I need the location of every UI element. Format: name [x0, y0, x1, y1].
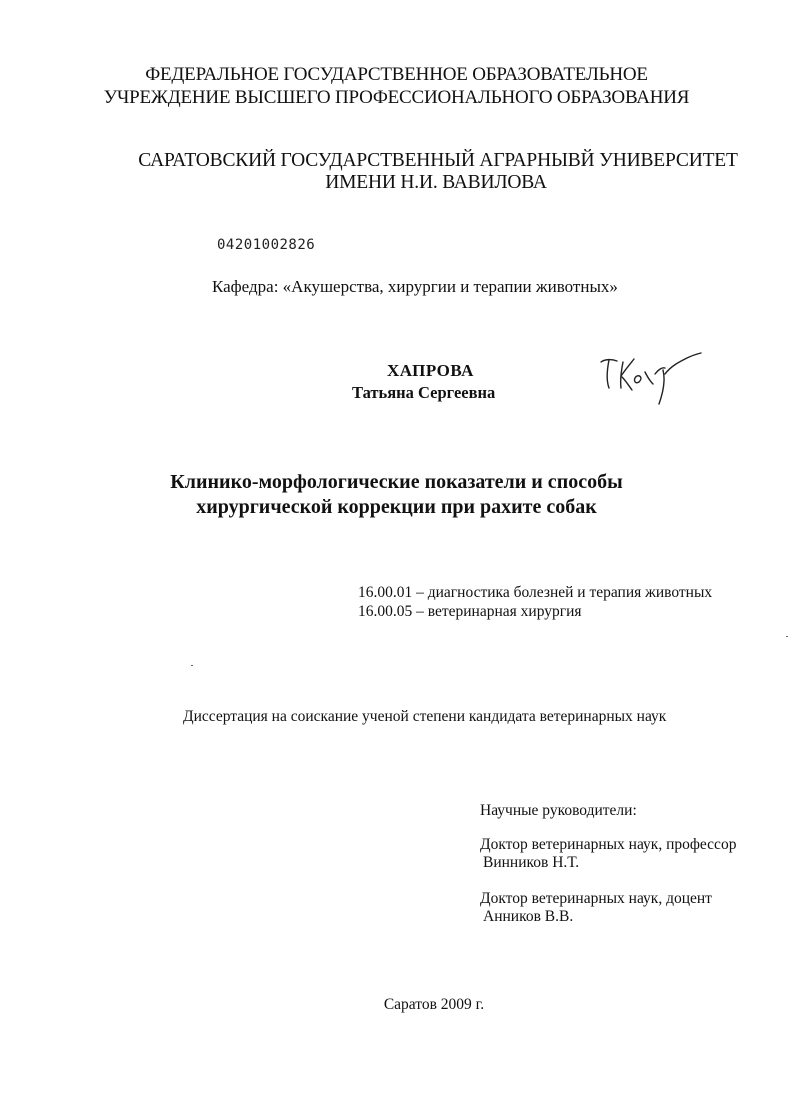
supervisor-1-name: Винников Н.Т.	[483, 854, 580, 871]
university-line-1: САРАТОВСКИЙ ГОСУДАРСТВЕННЫЙ АГРАРНЫВЙ УНИВЕРСИТЕТ	[138, 150, 738, 171]
author-surname: ХАПРОВА	[387, 361, 474, 380]
library-stamp-number: 04201002826	[217, 237, 316, 253]
ministry-line-2: УЧРЕЖДЕНИЕ ВЫСШЕГО ПРОФЕССИОНАЛЬНОГО ОБРАЗОВАНИЯ	[103, 87, 690, 108]
ministry-line-1: ФЕДЕРАЛЬНОЕ ГОСУДАРСТВЕННОЕ ОБРАЗОВАТЕЛЬНОЕ	[145, 64, 648, 85]
university-line-2: ИМЕНИ Н.И. ВАВИЛОВА	[325, 172, 547, 193]
supervisor-2-name: Анников В.В.	[483, 908, 574, 925]
specialty-2: 16.00.05 – ветеринарная хирургия	[358, 603, 582, 620]
scan-speck	[191, 665, 193, 666]
dissertation-title-line-2: хирургической коррекции при рахите собак	[196, 496, 597, 518]
dissertation-note: Диссертация на соискание ученой степени кандидата ветеринарных наук	[183, 708, 667, 725]
department: Кафедра: «Акушерства, хирургии и терапии животных»	[212, 277, 618, 296]
supervisor-1-degree: Доктор ветеринарных наук, профессор	[480, 836, 737, 853]
supervisors-heading: Научные руководители:	[480, 802, 637, 819]
specialty-1: 16.00.01 – диагностика болезней и терапия животных	[358, 584, 713, 601]
scan-speck	[786, 636, 788, 637]
dissertation-title-line-1: Клинико-морфологические показатели и способы	[170, 471, 623, 493]
supervisor-2-degree: Доктор ветеринарных наук, доцент	[480, 890, 712, 907]
author-given-names: Татьяна Сергеевна	[352, 383, 496, 402]
city-year: Саратов 2009 г.	[383, 996, 485, 1013]
author-signature	[597, 348, 705, 408]
